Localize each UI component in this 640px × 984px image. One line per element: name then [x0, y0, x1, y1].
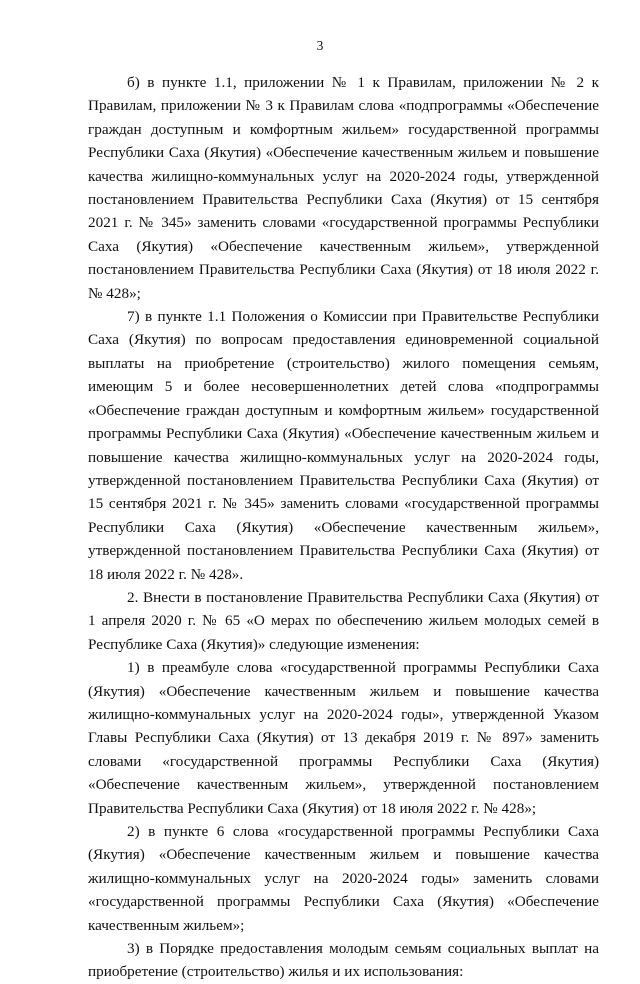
paragraph-7-clause: 7) в пункте 1.1 Положения о Комиссии при Правительстве Республики Саха (Якутия) по вопросам предоставления единовременной социальной выплаты на приобретение (строительство) жилого помещения семьям, имеющим 5 и более несовершеннолетних детей слова «подпрограммы «Обеспечение граждан доступным и комфортным жильем» государственной программы Республики Саха (Якутия) «Обеспечение качественным жильем и повышение качества жилищно-коммунальных услуг на 2020-2024 годы, утвержденной постановлением Правительства Республики Саха (Якутия) от 15 сентября 2021 г. № 345» заменить словами «государственной программы Республики Саха (Якутия) «Обеспечение качественным жильем», утвержденной постановлением Правительства Республики Саха (Якутия) от 18 июля 2022 г. № 428».: [88, 308, 599, 583]
document-body: [88, 71, 599, 984]
paragraph-2-2-clause: 2) в пункте 6 слова «государственной программы Республики Саха (Якутия) «Обеспечение качественным жильем и повышение качества жилищно-коммунальных услуг на 2020-2024 годы» заменить словами «государственной программы Республики Саха (Якутия) «Обеспечение качественным жильем»;: [88, 823, 599, 934]
paragraph-2-3-clause: 3) в Порядке предоставления молодым семьям социальных выплат на приобретение (строительство) жилья и их использования:: [88, 940, 599, 981]
paragraph-b-clause: б) в пункте 1.1, приложении № 1 к Правилам, приложении № 2 к Правилам, приложении № 3 к Правилам слова «подпрограммы «Обеспечение граждан доступным и комфортным жильем» государственной программы Республики Саха (Якутия) «Обеспечение качественным жильем и повышение качества жилищно-коммунальных услуг на 2020-2024 годы, утвержденной постановлением Правительства Республики Саха (Якутия) от 15 сентября 2021 г. № 345» заменить словами «государственной программы Республики Саха (Якутия) «Обеспечение качественным жильем», утвержденной постановлением Правительства Республики Саха (Якутия) от 18 июля 2022 г. № 428»;: [88, 74, 599, 302]
page-number: 3: [316, 38, 324, 53]
paragraph-section-2: 2. Внести в постановление Правительства Республики Саха (Якутия) от 1 апреля 2020 г. № 65 «О мерах по обеспечению жильем молодых семей в Республике Саха (Якутия)» следующие изменения:: [88, 588, 599, 653]
paragraph-2-1-clause: 1) в преамбуле слова «государственной программы Республики Саха (Якутия) «Обеспечение качественным жильем и повышение качества жилищно-коммунальных услуг на 2020-2024 годы», утвержденной Указом Главы Республики Саха (Якутия) от 13 декабря 2019 г. № 897» заменить словами «государственной программы Республики Саха (Якутия) «Обеспечение качественным жильем», утвержденной постановлением Правительства Республики Саха (Якутия) от 18 июля 2022 г. № 428»;: [88, 659, 599, 817]
